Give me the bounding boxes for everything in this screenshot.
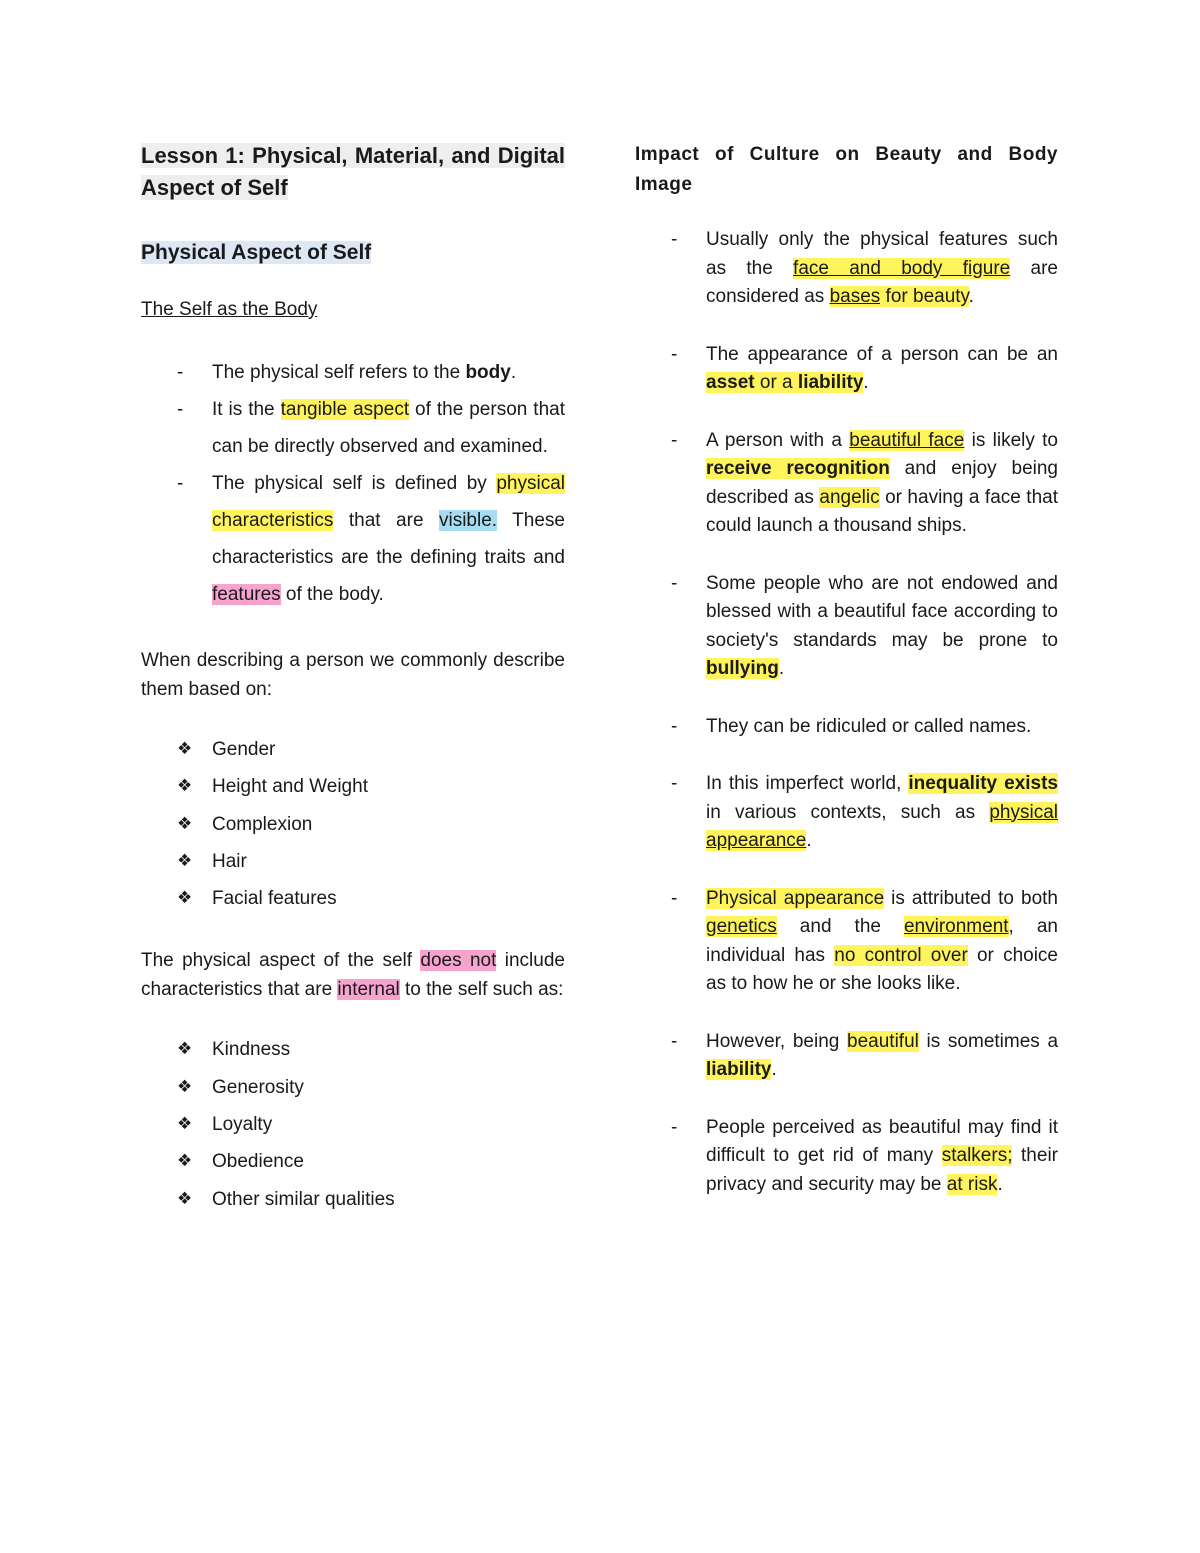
- culture-bullet-list: [635, 226, 1058, 1199]
- highlight-bullying: bullying: [706, 658, 779, 679]
- highlight-angelic: angelic: [819, 486, 880, 508]
- list-item: - Some people who are not endowed and blessed with a beautiful face according to society's standards may be prone to bullying.: [635, 570, 1058, 684]
- highlight-stalkers: stalkers;: [941, 1145, 1013, 1166]
- right-column: [635, 140, 1058, 1228]
- highlight-receive-recognition: receive recognition: [706, 458, 890, 479]
- list-item: ❖ Height and Weight: [141, 768, 565, 805]
- exclude-intro-paragraph: The physical aspect of the self does not include characteristics that are internal to the self such as:: [141, 950, 565, 1000]
- highlight-tangible-aspect: tangible aspect: [280, 399, 410, 420]
- subheading-self-as-body: The Self as the Body: [141, 299, 318, 320]
- highlight-physical-characteristics: physical characteristics: [212, 473, 565, 531]
- highlight-features: features: [212, 584, 281, 605]
- section-heading-physical-aspect: [141, 238, 565, 268]
- list-item: ❖ Other similar qualities: [141, 1181, 565, 1218]
- highlight-beautiful-face: beautiful face: [849, 429, 965, 451]
- highlight-liability-2: liability: [706, 1059, 772, 1080]
- describe-items-list: [141, 731, 565, 917]
- physical-self-bullet-list: [141, 354, 565, 613]
- list-item: - It is the tangible aspect of the person that can be directly observed and examined.: [141, 391, 565, 465]
- list-item: ❖ Generosity: [141, 1069, 565, 1106]
- highlight-genetics: genetics: [706, 916, 777, 937]
- list-item: ❖ Gender: [141, 731, 565, 768]
- highlight-internal: internal: [337, 978, 400, 1000]
- list-item: - The physical self is defined by physical characteristics that are visible. These characteristics are the defining traits and features of the body.: [141, 465, 565, 613]
- list-item: ❖ Hair: [141, 843, 565, 880]
- list-item: - They can be ridiculed or called names.: [635, 713, 1058, 742]
- list-item: - In this imperfect world, inequality exists in various contexts, such as physical appearance.: [635, 770, 1058, 856]
- emphasis-body: body: [465, 362, 511, 383]
- highlight-inequality-exists: inequality exists: [908, 773, 1059, 794]
- list-item: ❖ Loyalty: [141, 1106, 565, 1143]
- highlight-bases: bases: [829, 286, 881, 307]
- highlight-for-beauty: for beauty: [880, 286, 969, 307]
- list-item: - The appearance of a person can be an asset or a liability.: [635, 341, 1058, 398]
- lesson-title: [141, 140, 565, 204]
- highlight-asset: asset: [706, 372, 755, 393]
- section-heading-text: Physical Aspect of Self: [141, 241, 372, 264]
- highlight-does-not: does not: [420, 950, 497, 972]
- highlight-environment: environment: [903, 916, 1009, 937]
- highlight-no-control-over: no control over: [834, 944, 968, 966]
- highlight-face-and-body-figure: face and body figure: [793, 257, 1011, 279]
- list-item: - A person with a beautiful face is likely to receive recognition and enjoy being described as angelic or having a face that could launch a thousand ships.: [635, 427, 1058, 541]
- list-item: ❖ Kindness: [141, 1031, 565, 1068]
- culture-section-title: Impact of Culture on Beauty and Body Image: [635, 144, 1058, 195]
- highlight-visible: visible.: [438, 510, 498, 531]
- list-item: ❖ Facial features: [141, 880, 565, 917]
- exclude-items-list: [141, 1031, 565, 1217]
- highlight-physical-appearance: physical appearance: [706, 801, 1058, 851]
- list-item: ❖ Obedience: [141, 1143, 565, 1180]
- list-item: - Physical appearance is attributed to both genetics and the environment, an individual has no control over or choice as to how he or she looks like.: [635, 885, 1058, 999]
- describe-intro-paragraph: When describing a person we commonly describe them based on:: [141, 650, 565, 700]
- highlight-liability: liability: [797, 372, 864, 393]
- highlight-at-risk: at risk: [946, 1173, 998, 1195]
- list-item: - However, being beautiful is sometimes a liability.: [635, 1028, 1058, 1085]
- list-item: - People perceived as beautiful may find it difficult to get rid of many stalkers; their privacy and security may be at risk.: [635, 1114, 1058, 1200]
- lesson-title-text: Lesson 1: Physical, Material, and Digital Aspect of Self: [141, 143, 565, 200]
- list-item: ❖ Complexion: [141, 806, 565, 843]
- list-item: - Usually only the physical features such as the face and body figure are considered as bases for beauty.: [635, 226, 1058, 312]
- list-item: - The physical self refers to the body.: [141, 354, 565, 391]
- highlight-physical-appearance-2: Physical appearance: [706, 887, 885, 909]
- highlight-beautiful: beautiful: [847, 1030, 919, 1052]
- left-column: [141, 140, 565, 1218]
